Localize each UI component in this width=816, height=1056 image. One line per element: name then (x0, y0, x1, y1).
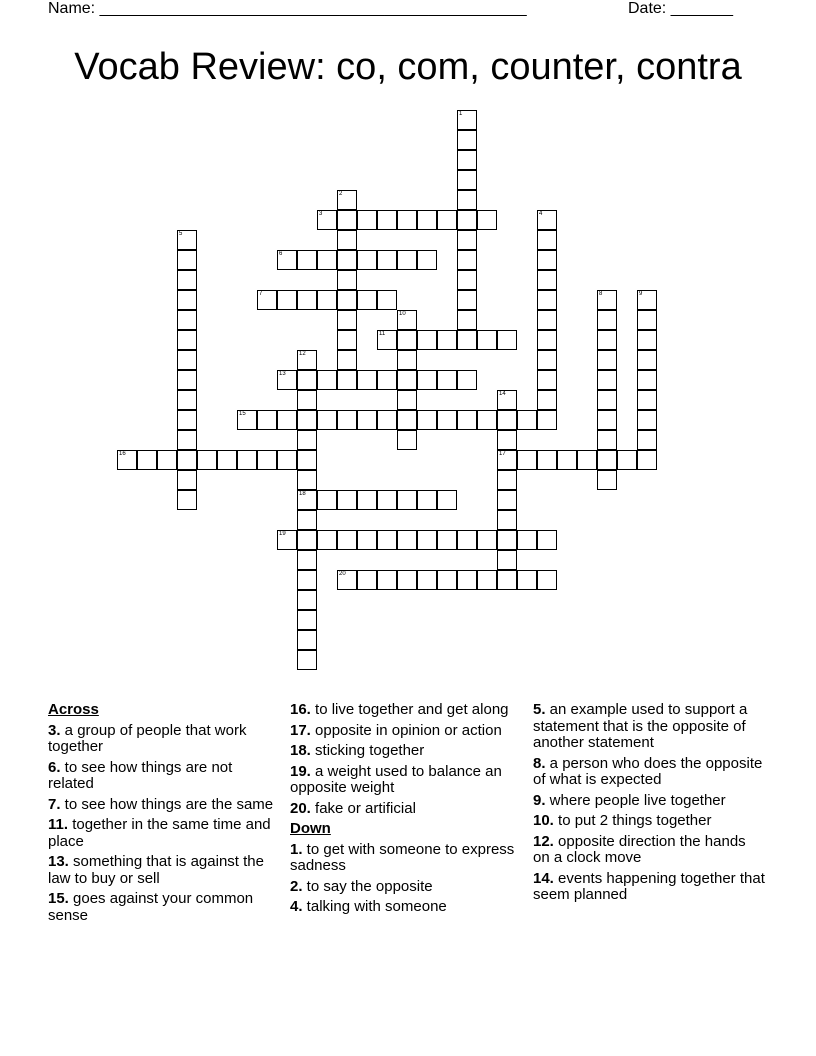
grid-cell[interactable] (437, 490, 457, 510)
date-field-label: Date: _______ (628, 0, 733, 17)
grid-cell[interactable] (337, 310, 357, 330)
grid-cell[interactable] (297, 370, 317, 390)
grid-cell[interactable] (517, 570, 537, 590)
clue-number-label: 14. (533, 869, 554, 887)
grid-cell[interactable] (617, 450, 637, 470)
grid-cell[interactable] (437, 530, 457, 550)
grid-cell[interactable] (177, 370, 197, 390)
clue-text: a person who does the opposite of what is expected (533, 754, 763, 788)
grid-cell[interactable] (177, 350, 197, 370)
clue-text: an example used to support a statement that is the opposite of another statement (533, 701, 748, 751)
clue-number-label: 9. (533, 791, 546, 809)
across-clue (290, 764, 522, 797)
grid-cell[interactable] (537, 450, 557, 470)
clue-number-label: 15. (48, 890, 69, 907)
grid-cell[interactable] (237, 410, 257, 430)
grid-cell[interactable] (297, 550, 317, 570)
down-clue (533, 793, 765, 810)
grid-cell[interactable] (337, 250, 357, 270)
grid-cell[interactable] (297, 390, 317, 410)
clue-text: sticking together (310, 742, 425, 759)
grid-cell[interactable] (497, 530, 517, 550)
grid-cell[interactable] (477, 410, 497, 430)
clue-text: talking with someone (302, 898, 447, 915)
clue-number-label: 11. (48, 816, 69, 833)
clue-number-label: 1. (290, 840, 303, 858)
across-clue (48, 854, 280, 887)
grid-cell[interactable] (397, 330, 417, 350)
down-clue (533, 813, 765, 830)
grid-cell[interactable] (457, 150, 477, 170)
page-title: Vocab Review: co, com, counter, contra (74, 46, 742, 88)
clue-number: 20 (339, 571, 346, 577)
grid-cell[interactable] (377, 570, 397, 590)
clue-number: 2 (339, 191, 343, 197)
down-clue (533, 702, 765, 752)
grid-cell[interactable] (457, 410, 477, 430)
grid-cell[interactable] (397, 250, 417, 270)
grid-cell[interactable] (397, 310, 417, 330)
grid-cell[interactable] (277, 290, 297, 310)
grid-cell[interactable] (297, 430, 317, 450)
grid-cell[interactable] (277, 450, 297, 470)
grid-cell[interactable] (397, 430, 417, 450)
grid-cell[interactable] (457, 130, 477, 150)
grid-cell[interactable] (457, 190, 477, 210)
grid-cell[interactable] (497, 430, 517, 450)
grid-cell[interactable] (537, 570, 557, 590)
grid-cell[interactable] (597, 370, 617, 390)
clue-number-label: 20. (290, 799, 311, 817)
grid-cell[interactable] (477, 570, 497, 590)
across-clue (290, 743, 522, 760)
clue-number-label: 3. (48, 721, 61, 739)
grid-cell[interactable] (397, 370, 417, 390)
clue-text: something that is against the law to buy or sell (48, 853, 264, 887)
grid-cell[interactable] (357, 570, 377, 590)
grid-cell[interactable] (497, 330, 517, 350)
grid-cell[interactable] (357, 490, 377, 510)
clue-number: 11 (379, 331, 386, 337)
grid-cell[interactable] (397, 490, 417, 510)
clue-text: opposite in opinion or action (310, 721, 502, 739)
grid-cell[interactable] (337, 570, 357, 590)
grid-cell[interactable] (377, 370, 397, 390)
grid-cell[interactable] (497, 570, 517, 590)
clue-number-label: 13. (48, 853, 69, 870)
grid-cell[interactable] (477, 210, 497, 230)
grid-cell[interactable] (537, 310, 557, 330)
clue-text: to say the opposite (302, 877, 433, 895)
grid-cell[interactable] (537, 370, 557, 390)
clue-text: to get with someone to express sadness (290, 840, 515, 874)
grid-cell[interactable] (137, 450, 157, 470)
grid-cell[interactable] (337, 190, 357, 210)
grid-cell[interactable] (577, 450, 597, 470)
clue-number: 13 (279, 371, 286, 377)
grid-cell[interactable] (177, 310, 197, 330)
clue-text: to see how things are not related (48, 758, 233, 792)
down-clue (533, 871, 765, 904)
clue-number: 15 (239, 411, 246, 417)
grid-cell[interactable] (357, 210, 377, 230)
across-clue (48, 817, 280, 850)
grid-cell[interactable] (537, 230, 557, 250)
grid-cell[interactable] (637, 410, 657, 430)
grid-cell[interactable] (317, 530, 337, 550)
grid-cell[interactable] (417, 210, 437, 230)
grid-cell[interactable] (377, 210, 397, 230)
clue-column-1 (48, 702, 280, 928)
grid-cell[interactable] (637, 430, 657, 450)
clue-number-label: 18. (290, 742, 311, 759)
grid-cell[interactable] (277, 530, 297, 550)
grid-cell[interactable] (637, 350, 657, 370)
grid-cell[interactable] (297, 650, 317, 670)
clue-number-label: 19. (290, 762, 311, 780)
grid-cell[interactable] (297, 450, 317, 470)
across-heading: Across (48, 701, 99, 718)
clue-number-label: 12. (533, 832, 554, 850)
grid-cell[interactable] (257, 410, 277, 430)
grid-cell[interactable] (357, 370, 377, 390)
grid-cell[interactable] (197, 450, 217, 470)
grid-cell[interactable] (217, 450, 237, 470)
clue-text: to put 2 things together (553, 812, 712, 829)
grid-cell[interactable] (277, 370, 297, 390)
grid-cell[interactable] (357, 410, 377, 430)
grid-cell[interactable] (597, 430, 617, 450)
grid-cell[interactable] (117, 450, 137, 470)
grid-cell[interactable] (337, 490, 357, 510)
grid-cell[interactable] (517, 530, 537, 550)
grid-cell[interactable] (377, 290, 397, 310)
grid-cell[interactable] (337, 290, 357, 310)
grid-cell[interactable] (337, 350, 357, 370)
grid-cell[interactable] (177, 390, 197, 410)
grid-cell[interactable] (337, 530, 357, 550)
grid-cell[interactable] (457, 290, 477, 310)
grid-cell[interactable] (397, 390, 417, 410)
grid-cell[interactable] (237, 450, 257, 470)
grid-cell[interactable] (377, 250, 397, 270)
grid-cell[interactable] (177, 470, 197, 490)
grid-cell[interactable] (297, 610, 317, 630)
grid-cell[interactable] (177, 230, 197, 250)
grid-cell[interactable] (637, 390, 657, 410)
grid-cell[interactable] (497, 510, 517, 530)
grid-cell[interactable] (457, 370, 477, 390)
clue-text: goes against your common sense (48, 890, 254, 924)
clue-text: events happening together that seem planned (533, 869, 765, 903)
grid-cell[interactable] (297, 590, 317, 610)
grid-cell[interactable] (537, 290, 557, 310)
clue-text: a group of people that work together (48, 721, 247, 755)
clue-number: 17 (499, 451, 506, 457)
grid-cell[interactable] (297, 290, 317, 310)
grid-cell[interactable] (357, 290, 377, 310)
clue-column-2 (290, 702, 522, 920)
grid-cell[interactable] (317, 290, 337, 310)
grid-cell[interactable] (457, 210, 477, 230)
clue-number: 6 (279, 251, 283, 257)
grid-cell[interactable] (597, 350, 617, 370)
grid-cell[interactable] (357, 250, 377, 270)
grid-cell[interactable] (597, 470, 617, 490)
grid-cell[interactable] (537, 250, 557, 270)
grid-cell[interactable] (337, 370, 357, 390)
down-clue (290, 842, 522, 875)
grid-cell[interactable] (597, 290, 617, 310)
clue-number-label: 4. (290, 898, 303, 915)
grid-cell[interactable] (317, 210, 337, 230)
grid-cell[interactable] (497, 470, 517, 490)
down-clue (533, 834, 765, 867)
clue-number: 14 (499, 391, 506, 397)
clue-number-label: 17. (290, 721, 311, 739)
clue-number: 7 (259, 291, 263, 297)
grid-cell[interactable] (297, 350, 317, 370)
grid-cell[interactable] (397, 210, 417, 230)
grid-cell[interactable] (537, 330, 557, 350)
grid-cell[interactable] (297, 570, 317, 590)
grid-cell[interactable] (437, 370, 457, 390)
across-clue (48, 723, 280, 756)
grid-cell[interactable] (457, 110, 477, 130)
grid-cell[interactable] (257, 450, 277, 470)
grid-cell[interactable] (377, 530, 397, 550)
grid-cell[interactable] (437, 210, 457, 230)
grid-cell[interactable] (177, 430, 197, 450)
grid-cell[interactable] (437, 410, 457, 430)
grid-cell[interactable] (597, 390, 617, 410)
clue-number: 10 (399, 311, 406, 317)
clue-number: 5 (179, 231, 183, 237)
grid-cell[interactable] (517, 410, 537, 430)
grid-cell[interactable] (317, 250, 337, 270)
down-clue (290, 899, 522, 916)
grid-cell[interactable] (637, 310, 657, 330)
grid-cell[interactable] (257, 290, 277, 310)
down-clue (290, 879, 522, 896)
clue-number: 3 (319, 211, 323, 217)
grid-cell[interactable] (637, 330, 657, 350)
grid-cell[interactable] (297, 250, 317, 270)
clue-number: 1 (459, 111, 463, 117)
clue-number: 16 (119, 451, 126, 457)
grid-cell[interactable] (597, 410, 617, 430)
grid-cell[interactable] (597, 330, 617, 350)
grid-cell[interactable] (597, 450, 617, 470)
grid-cell[interactable] (457, 250, 477, 270)
grid-cell[interactable] (177, 290, 197, 310)
grid-cell[interactable] (517, 450, 537, 470)
grid-cell[interactable] (317, 410, 337, 430)
clue-number-label: 6. (48, 758, 61, 776)
grid-cell[interactable] (177, 410, 197, 430)
clue-number-label: 2. (290, 877, 303, 895)
clue-number-label: 8. (533, 754, 546, 772)
down-clue (533, 756, 765, 789)
grid-cell[interactable] (457, 230, 477, 250)
grid-cell[interactable] (497, 450, 517, 470)
grid-cell[interactable] (297, 510, 317, 530)
grid-cell[interactable] (417, 530, 437, 550)
grid-cell[interactable] (317, 490, 337, 510)
grid-cell[interactable] (537, 270, 557, 290)
grid-cell[interactable] (457, 270, 477, 290)
clue-text: where people live together (545, 791, 726, 809)
grid-cell[interactable] (297, 630, 317, 650)
grid-cell[interactable] (537, 390, 557, 410)
grid-cell[interactable] (417, 330, 437, 350)
clue-number-label: 10. (533, 812, 554, 829)
grid-cell[interactable] (637, 450, 657, 470)
grid-cell[interactable] (337, 330, 357, 350)
down-heading: Down (290, 820, 331, 837)
across-clue (290, 702, 522, 719)
grid-cell[interactable] (497, 550, 517, 570)
clue-number-label: 16. (290, 701, 311, 718)
grid-cell[interactable] (177, 490, 197, 510)
across-clue (290, 801, 522, 818)
grid-cell[interactable] (417, 370, 437, 390)
grid-cell[interactable] (457, 330, 477, 350)
clue-text: fake or artificial (310, 799, 416, 817)
name-field-label: Name: ________________________________________________ (48, 0, 527, 17)
grid-cell[interactable] (417, 570, 437, 590)
grid-cell[interactable] (377, 490, 397, 510)
grid-cell[interactable] (377, 330, 397, 350)
grid-cell[interactable] (337, 230, 357, 250)
grid-cell[interactable] (157, 450, 177, 470)
grid-cell[interactable] (597, 310, 617, 330)
grid-cell[interactable] (377, 410, 397, 430)
grid-cell[interactable] (417, 410, 437, 430)
clue-number: 18 (299, 491, 306, 497)
grid-cell[interactable] (337, 270, 357, 290)
grid-cell[interactable] (317, 370, 337, 390)
grid-cell[interactable] (277, 250, 297, 270)
grid-cell[interactable] (457, 570, 477, 590)
grid-cell[interactable] (357, 530, 377, 550)
clue-number-label: 7. (48, 795, 61, 813)
grid-cell[interactable] (637, 290, 657, 310)
grid-cell[interactable] (177, 250, 197, 270)
clue-text: to live together and get along (310, 701, 509, 718)
grid-cell[interactable] (497, 410, 517, 430)
across-clue (48, 891, 280, 924)
grid-cell[interactable] (457, 310, 477, 330)
clue-number: 4 (539, 211, 543, 217)
across-clue (48, 760, 280, 793)
grid-cell[interactable] (417, 490, 437, 510)
grid-cell[interactable] (397, 410, 417, 430)
grid-cell[interactable] (537, 530, 557, 550)
grid-cell[interactable] (297, 470, 317, 490)
clue-text: opposite direction the hands on a clock move (533, 832, 746, 866)
clue-number-label: 5. (533, 701, 546, 718)
grid-cell[interactable] (397, 350, 417, 370)
grid-cell[interactable] (537, 350, 557, 370)
clue-number: 9 (639, 291, 643, 297)
across-clue (48, 797, 280, 814)
grid-cell[interactable] (177, 450, 197, 470)
clue-column-3 (533, 702, 765, 908)
grid-cell[interactable] (637, 370, 657, 390)
clue-number: 8 (599, 291, 603, 297)
grid-cell[interactable] (337, 410, 357, 430)
grid-cell[interactable] (297, 410, 317, 430)
grid-cell[interactable] (417, 250, 437, 270)
grid-cell[interactable] (457, 530, 477, 550)
clue-text: to see how things are the same (60, 795, 274, 813)
grid-cell[interactable] (437, 570, 457, 590)
clue-text: a weight used to balance an opposite weight (290, 762, 502, 796)
grid-cell[interactable] (557, 450, 577, 470)
clue-number: 19 (279, 531, 286, 537)
grid-cell[interactable] (177, 270, 197, 290)
grid-cell[interactable] (497, 490, 517, 510)
clue-number: 12 (299, 351, 306, 357)
grid-cell[interactable] (397, 570, 417, 590)
grid-cell[interactable] (477, 330, 497, 350)
across-clue (290, 723, 522, 740)
grid-cell[interactable] (277, 410, 297, 430)
grid-cell[interactable] (437, 330, 457, 350)
grid-cell[interactable] (457, 170, 477, 190)
grid-cell[interactable] (337, 210, 357, 230)
grid-cell[interactable] (477, 530, 497, 550)
grid-cell[interactable] (537, 410, 557, 430)
grid-cell[interactable] (297, 490, 317, 510)
clue-text: together in the same time and place (48, 816, 271, 850)
grid-cell[interactable] (537, 210, 557, 230)
grid-cell[interactable] (397, 530, 417, 550)
grid-cell[interactable] (297, 530, 317, 550)
grid-cell[interactable] (497, 390, 517, 410)
grid-cell[interactable] (177, 330, 197, 350)
